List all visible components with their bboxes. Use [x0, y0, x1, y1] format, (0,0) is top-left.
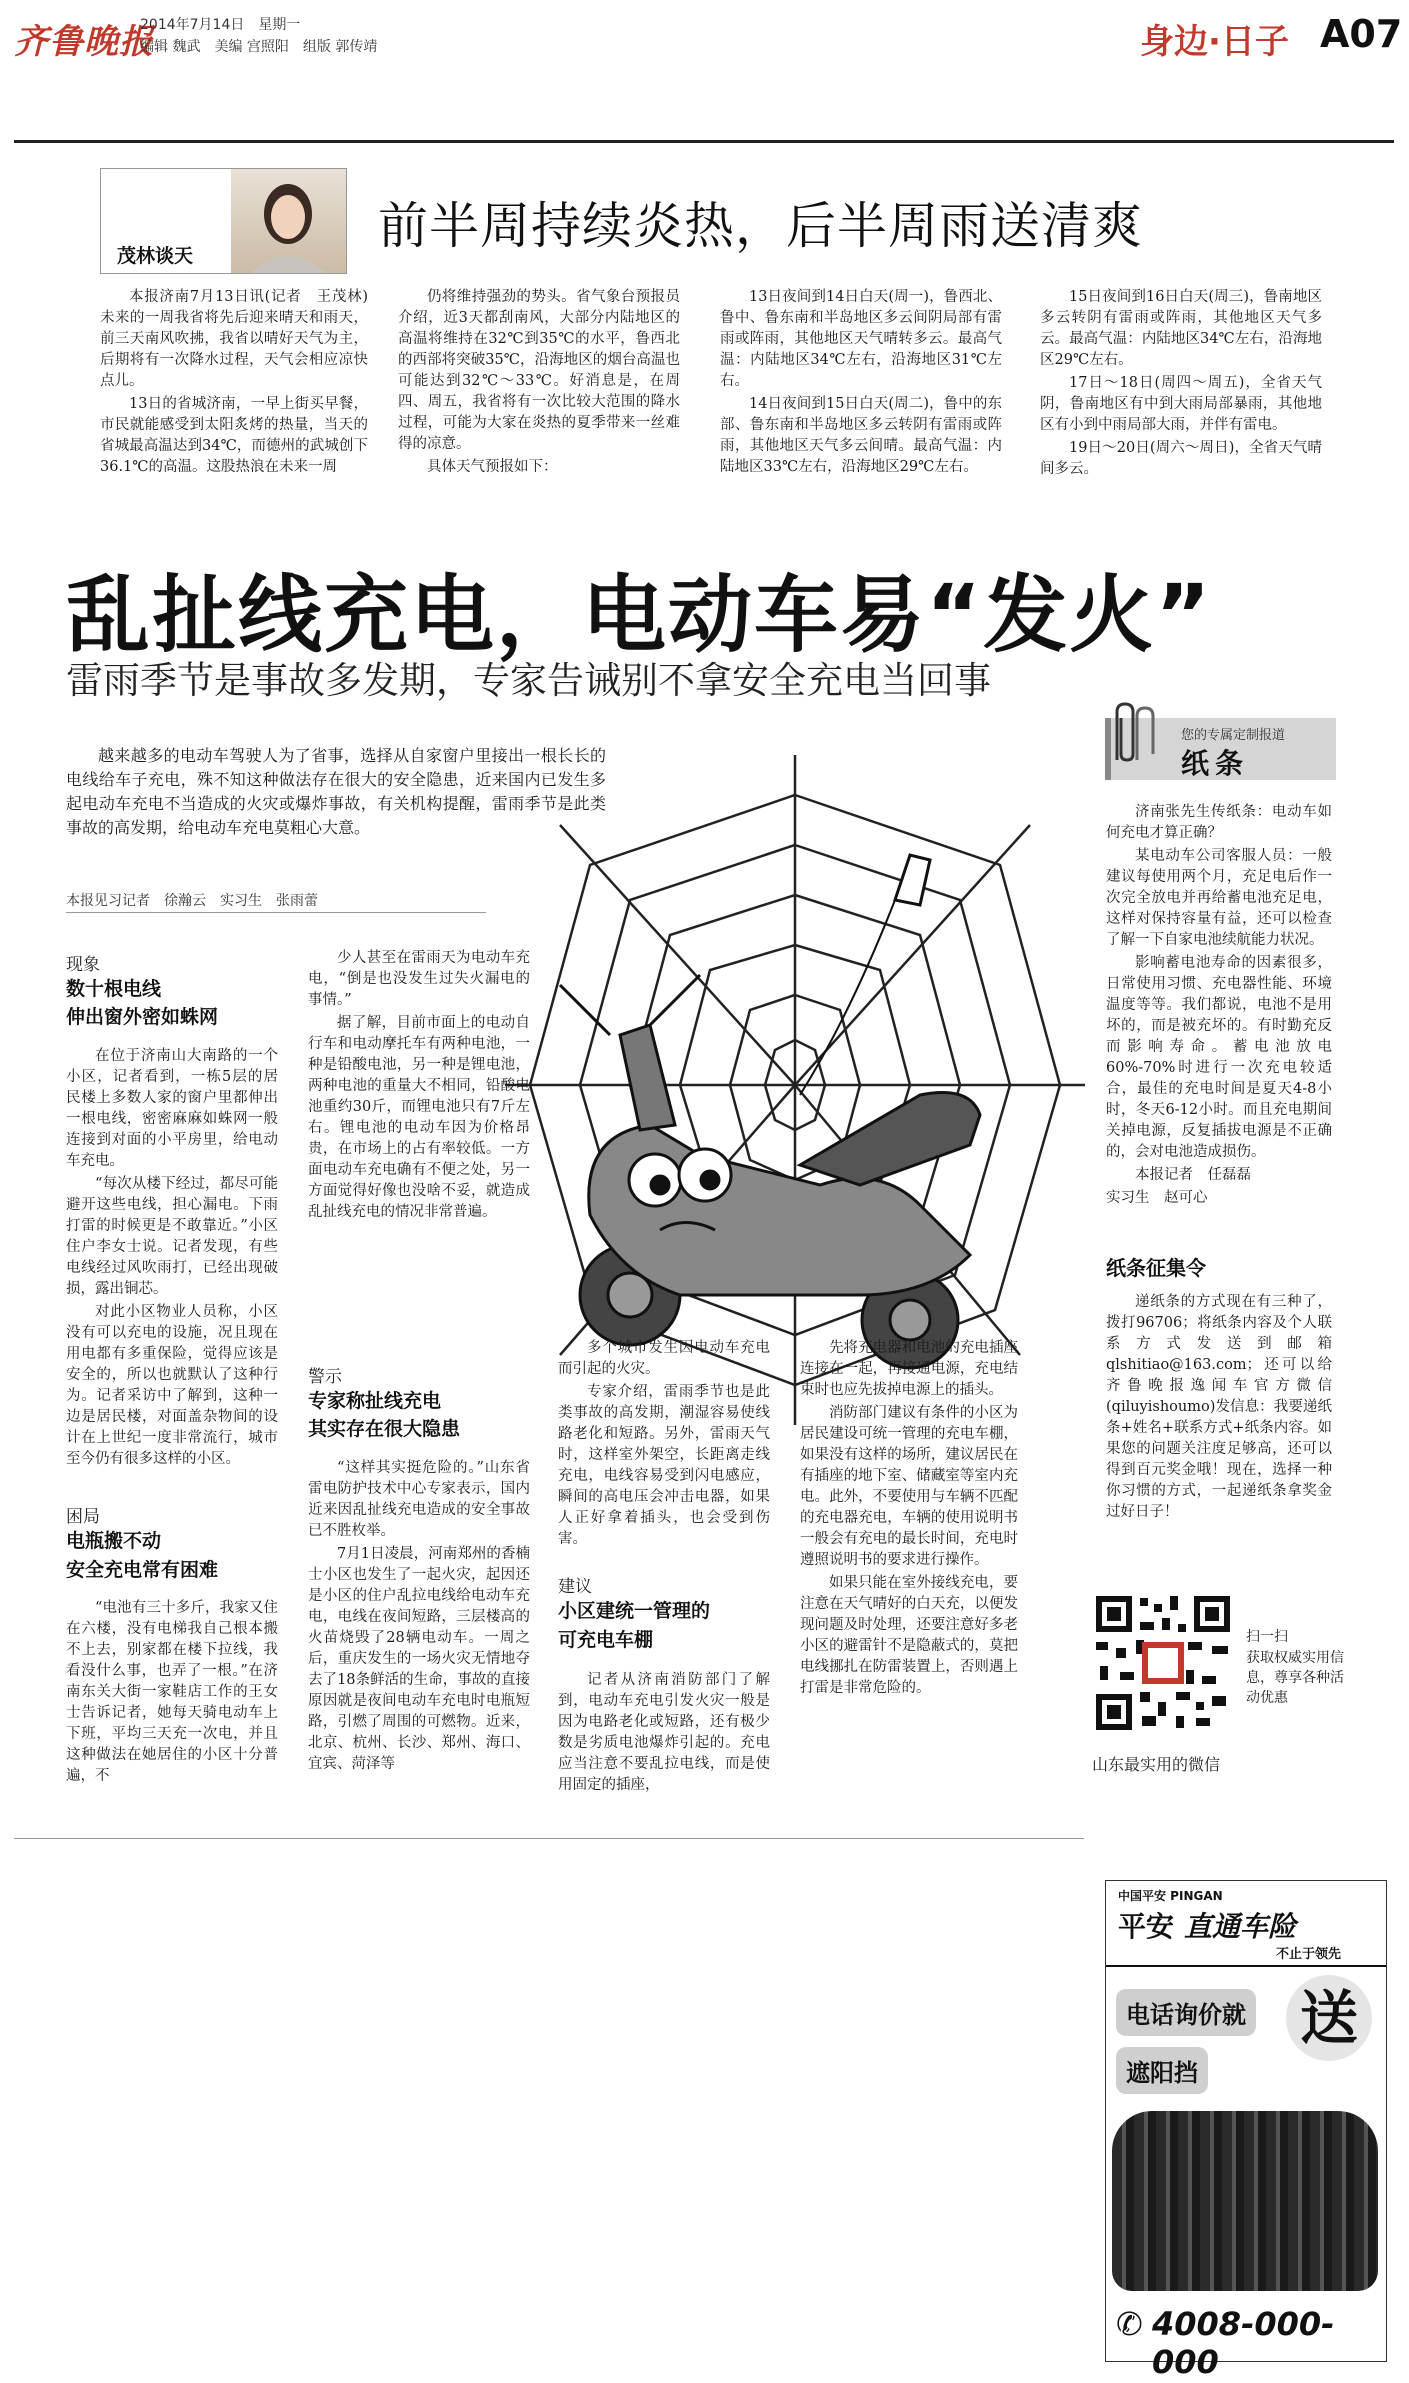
paragraph: 具体天气预报如下： — [427, 459, 558, 475]
article-byline: 本报见习记者 徐瀚云 实习生 张雨蕾 — [66, 893, 318, 909]
column-text-3 — [720, 287, 1002, 480]
sidebar-question: 济南张先生传纸条：电动车如何充电才算正确？ — [1106, 804, 1332, 841]
sidebar-credit: 实习生 赵可心 — [1106, 1190, 1208, 1206]
wechat-slogan: 山东最实用的微信 — [1092, 1755, 1221, 1774]
ad-line-inquiry: 电话询价就 — [1116, 1989, 1256, 2036]
column-text-2 — [398, 287, 680, 480]
ad-phone-number[interactable]: 4008-000-000 — [1152, 2305, 1335, 2381]
column-text-4 — [1040, 287, 1322, 482]
article-col-1 — [66, 1046, 278, 1472]
paragraph: 在位于济南山大南路的一个小区，记者看到，一栋5层的居民楼上多数人家的窗户里都伸出一根电线，密密麻麻如蛛网一般连接到对面的小平房里，给电动车充电。 — [66, 1048, 278, 1169]
paragraph: 先将充电器和电池的充电插座连接在一起，再接通电源，充电结束时也应先拔掉电源上的插头。 — [800, 1340, 1018, 1398]
paragraph: 17日～18日(周四～周五)，全省天气阴，鲁南地区有中到大雨局部暴雨，其他地区有小到中雨局部大雨，并伴有雷电。 — [1040, 375, 1322, 433]
issue-date: 2014年7月14日 星期一 — [140, 17, 301, 33]
subhead-battery-line2: 安全充电常有困难 — [66, 1559, 219, 1581]
paragraph: 记者从济南消防部门了解到，电动车充电引发火灾一般是因为电路老化或短路，还有极少数是劣质电池爆炸引起的。充电应当注意不要乱拉电线，而是使用固定的插座， — [558, 1672, 770, 1793]
article-col-2b — [308, 1458, 530, 1777]
section-tag-phenomenon: 现象 — [66, 955, 100, 975]
qr-label: 扫一扫 — [1246, 1629, 1288, 1645]
staff-credits: 编辑 魏武 美编 宫照阳 组版 郭传靖 — [140, 39, 378, 55]
wechat-qr-code — [1092, 1592, 1234, 1734]
ad-product: 直通车险 — [1184, 1910, 1297, 1943]
column-name: 茂林谈天 — [117, 245, 194, 267]
section-tag-warning: 警示 — [308, 1367, 342, 1387]
paragraph: 专家介绍，雷雨季节也是此类事故的高发期，潮湿容易使线路老化和短路。另外，雷雨天气时，这样室外架空，长距离走线充电，电线容易受到闪电感应，瞬间的高电压会冲击电器，如果人正好拿着插头，也会受到伤害。 — [558, 1384, 770, 1547]
article-subheadline: 雷雨季节是事故多发期，专家告诫别不拿安全充电当回事 — [66, 659, 991, 702]
qr-description: 获取权威实用信息，尊享各种活动优惠 — [1246, 1650, 1344, 1706]
paragraph: 14日夜间到15日白天(周二)，鲁中的东部、鲁东南和半岛地区多云转阴有雷雨或阵雨，其他地区天气多云间晴。最高气温：内陆地区33℃左右，沿海地区29℃左右。 — [720, 396, 1002, 475]
paperclip-icon — [1103, 700, 1163, 770]
phone-icon: ✆ — [1116, 2305, 1143, 2343]
paragraph: 递纸条的方式现在有三种了，拨打96706；将纸条内容及个人联系方式发送到邮箱qlshitiao@163.com；还可以给齐鲁晚报逸闻车官方微信(qiluyishoumo)发信息：我要递纸条+姓名+联系方式+纸条内容。如果您的问题关注度足够高，还可以得到百元奖金哦！现在，选择一种你习惯的方式，一起递纸条拿奖金过好日子！ — [1106, 1294, 1332, 1520]
byline-rule — [66, 912, 486, 913]
columnist-box — [100, 168, 347, 274]
article-col-4 — [800, 1338, 1018, 1701]
subhead-battery-line1: 电瓶搬不动 — [66, 1530, 162, 1552]
paragraph: 某电动车公司客服人员：一般建议每使用两个月，充足电后作一次完全放电并再给蓄电池充足电，这样对保持容量有益，还可以检查了解一下自家电池续航能力状况。 — [1106, 848, 1332, 948]
subhead-wires-line2: 伸出窗外密如蛛网 — [66, 1006, 219, 1028]
article-bottom-rule — [14, 1838, 1084, 1839]
section-tag-advice: 建议 — [558, 1577, 592, 1597]
lead-paragraph: 越来越多的电动车驾驶人为了省事，选择从自家窗户里接出一根长长的电线给车子充电，殊不知这种做法存在很大的安全隐患，近来国内已发生多起电动车充电不当造成的火灾或爆炸事故，有关机构提醒，雷雨季节是此类事故的高发期，给电动车充电莫粗心大意。 — [66, 746, 606, 837]
call-for-notes-body — [1106, 1292, 1332, 1525]
ad-gift-badge: 送 — [1286, 1975, 1372, 2061]
paragraph: 对此小区物业人员称，小区没有可以充电的设施，况且现在用电都有多重保险，觉得应该是安全的，所以也就默认了这种行为。记者采访中了解到，这种一边是居民楼，对面盖杂物间的设计在上世纪一度非常流行，城市至今仍有很多这样的小区。 — [66, 1304, 278, 1467]
article-col-3b — [558, 1670, 770, 1798]
subhead-wires-line1: 数十根电线 — [66, 978, 162, 1000]
subhead-danger-line2: 其实存在很大隐患 — [308, 1418, 461, 1440]
pingan-advertisement[interactable] — [1105, 1880, 1387, 2381]
paragraph: 本报济南7月13日讯(记者 王茂林) 未来的一周我省将先后迎来晴天和雨天，前三天南风吹拂，我省以晴好天气为主，后期将有一次降水过程，天气会相应凉快点儿。 — [100, 289, 383, 389]
paragraph: 如果只能在室外接线充电，要注意在天气晴好的白天充，以便发现问题及时处理，还要注意好多老小区的避雷针不是隐蔽式的，莫把电线挪扎在防雷装置上，否则遇上打雷是非常危险的。 — [800, 1575, 1018, 1696]
paragraph: “每次从楼下经过，都尽可能避开这些电线，担心漏电。下雨打雷的时候更是不敢靠近。”小区住户李女士说。记者发现，有些电线经过风吹雨打，已经出现破损，露出铜芯。 — [66, 1176, 278, 1297]
section-name: 身边·日子 — [1140, 22, 1289, 62]
column-headline: 前半周持续炎热，后半周雨送清爽 — [378, 197, 1143, 255]
section-tag-dilemma: 困局 — [66, 1507, 100, 1527]
article-headline: 乱扯线充电，电动车易“发火” — [66, 566, 1213, 664]
article-col-3 — [558, 1338, 770, 1552]
columnist-photo — [231, 169, 346, 273]
ad-divider — [1106, 1965, 1386, 1967]
subhead-carport-line2: 可充电车棚 — [558, 1629, 654, 1651]
sidebar-body — [1106, 802, 1332, 1211]
call-for-notes-title: 纸条征集令 — [1106, 1256, 1206, 1280]
paragraph: 少人甚至在雷雨天为电动车充电，“倒是也没发生过失火漏电的事情。” — [308, 950, 530, 1008]
paragraph: 消防部门建议有条件的小区为居民建设可统一管理的充电车棚，如果没有这样的场所，建议居民在有插座的地下室、储藏室等室内充电。此外，不要使用与车辆不匹配的充电器充电，车辆的使用说明书一般会有充电的最长时间，充电时遵照说明书的要求进行操作。 — [800, 1405, 1018, 1568]
paragraph: 13日夜间到14日白天(周一)，鲁西北、鲁中、鲁东南和半岛地区多云间阴局部有雷雨或阵雨，其他地区天气晴转多云。最高气温：内陆地区34℃左右，沿海地区31℃左右。 — [720, 289, 1002, 389]
subhead-carport-line1: 小区建统一管理的 — [558, 1600, 711, 1622]
ad-slogan: 不止于领先 — [1276, 1947, 1342, 1962]
masthead-rule — [14, 140, 1394, 143]
sidebar-credit: 本报记者 任磊磊 — [1135, 1167, 1251, 1183]
paragraph: 影响蓄电池寿命的因素很多，日常使用习惯、充电器性能、环境温度等等。我们都说，电池不是用坏的，而是被充坏的。有时勤充反而影响寿命。蓄电池放电60%-70%时进行一次充电较适合，最佳的充电时间是夏天4-8小时，冬天6-12小时。而且充电期间关掉电源，反复插拔电源是不正确的，会对电池造成损伤。 — [1106, 955, 1332, 1160]
newspaper-logo: 齐鲁晚报 — [14, 22, 154, 62]
paragraph: 13日的省城济南，一早上街买早餐，市民就能感受到太阳炙烤的热量，当天的省城最高温达到34℃，而德州的武城创下36.1℃的高温。这股热浪在未来一周 — [100, 396, 368, 475]
spiderweb-scooter-illustration — [500, 735, 1090, 1435]
sidebar-kicker: 您的专属定制报道 — [1181, 728, 1286, 743]
column-text-1 — [100, 287, 383, 480]
paragraph: “这样其实挺危险的。”山东省雷电防护技术中心专家表示，国内近来因乱扯线充电造成的安全事故已不胜枚举。 — [308, 1460, 530, 1539]
masthead — [0, 0, 1409, 80]
sidebar-title: 纸条 — [1181, 747, 1250, 780]
paragraph: 15日夜间到16日白天(周三)，鲁南地区多云转阴有雷雨或阵雨，其他地区天气多云。最高气温：内陆地区34℃左右，沿海地区29℃左右。 — [1040, 289, 1322, 368]
article-col-2 — [308, 948, 530, 1225]
ad-brand: 平安 — [1118, 1910, 1175, 1943]
ad-brand-small: 中国平安 PINGAN — [1118, 1889, 1223, 1903]
sunshade-product-image — [1112, 2111, 1378, 2291]
subhead-danger-line1: 专家称扯线充电 — [308, 1390, 442, 1412]
paragraph: 仍将维持强劲的势头。省气象台预报员介绍，近3天都刮南风，大部分内陆地区的高温将维持在32℃到35℃的水平，鲁西北的西部将突破35℃，沿海地区的烟台高温也可能达到32℃～33℃。好消息是，在周四、周五，我省将有一次比较大范围的降水过程，可能为大家在炎热的夏季带来一丝难得的凉意。 — [398, 289, 680, 452]
paragraph: 19日～20日(周六～周日)，全省天气晴间多云。 — [1040, 440, 1322, 477]
paragraph: 多个城市发生因电动车充电而引起的火灾。 — [558, 1340, 770, 1377]
page-number: A07 — [1320, 12, 1403, 56]
paragraph: 7月1日凌晨，河南郑州的香楠士小区也发生了一起火灾，起因还是小区的住户乱拉电线给电动车充电，电线在夜间短路，三层楼高的火苗烧毁了28辆电动车。一周之后，重庆发生的一场火灾无情地夺去了18条鲜活的生命，事故的直接原因就是夜间电动车充电时电瓶短路，引燃了周围的可燃物。近来，北京、杭州、长沙、郑州、海口、宜宾、菏泽等 — [308, 1546, 530, 1772]
article-col-1b — [66, 1598, 278, 1789]
paragraph: “电池有三十多斤，我家又住在六楼，没有电梯我自己根本搬不上去，别家都在楼下拉线，我看没什么事，也弄了一根。”在济南东关大街一家鞋店工作的王女士告诉记者，她每天骑电动车上下班，平均三天充一次电，并且这种做法在她居住的小区十分普遍，不 — [66, 1600, 278, 1784]
paragraph: 据了解，目前市面上的电动自行车和电动摩托车有两种电池，一种是铅酸电池，另一种是锂电池，两种电池的重量大不相同，铅酸电池重约30斤，而锂电池只有7斤左右。锂电池的电动车因为价格昂贵，在市场上的占有率较低。一方面电动车充电确有不便之处，另一方面觉得好像也没啥不妥，就造成乱扯线充电的情况非常普遍。 — [308, 1015, 530, 1220]
ad-line-sunshade: 遮阳挡 — [1116, 2047, 1208, 2094]
